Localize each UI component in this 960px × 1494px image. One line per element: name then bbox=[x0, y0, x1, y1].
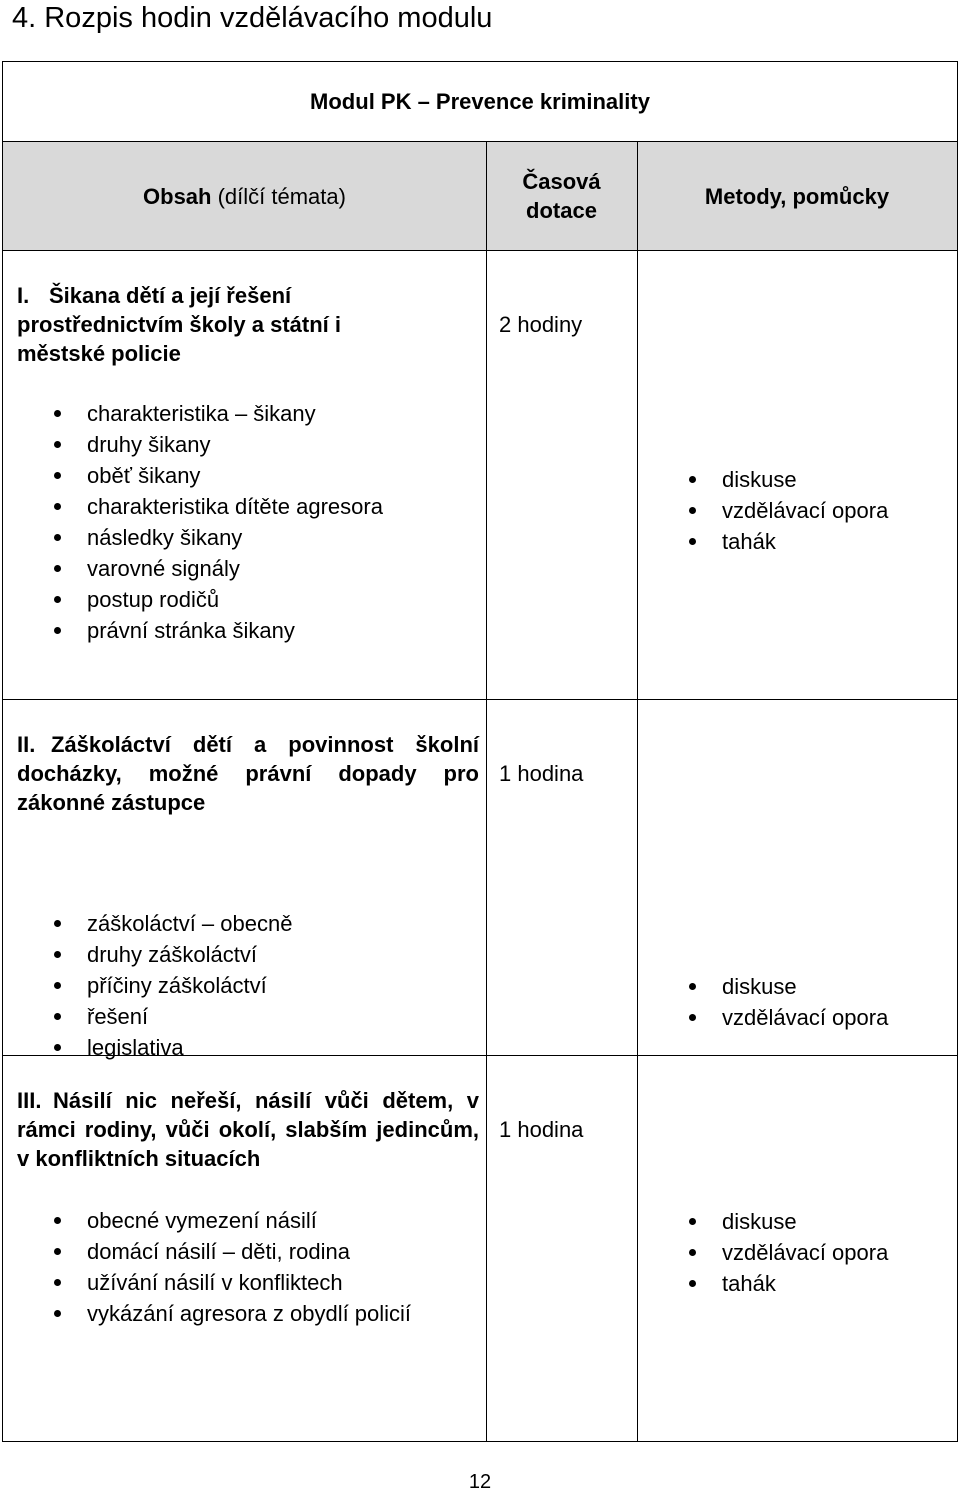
list-item: charakteristika dítěte agresora bbox=[54, 491, 383, 522]
list-item: příčiny záškoláctví bbox=[54, 970, 292, 1001]
schedule-table bbox=[2, 61, 958, 1442]
list-item: druhy šikany bbox=[54, 429, 383, 460]
topic-list bbox=[54, 908, 292, 1063]
header-content-rest: (dílčí témata) bbox=[211, 183, 346, 209]
methods-list bbox=[689, 1206, 888, 1299]
list-item: vykázání agresora z obydlí policií bbox=[54, 1298, 411, 1329]
topic-list bbox=[54, 398, 383, 646]
list-item: diskuse bbox=[689, 464, 888, 495]
list-item: tahák bbox=[689, 526, 888, 557]
section-row-2 bbox=[3, 700, 957, 1060]
topic-list bbox=[54, 1205, 411, 1329]
section-title bbox=[17, 730, 479, 817]
list-item: legislativa bbox=[54, 1032, 292, 1063]
list-item: právní stránka šikany bbox=[54, 615, 383, 646]
section-number: III. bbox=[17, 1088, 42, 1113]
section-hours: 1 hodina bbox=[499, 1117, 584, 1142]
page-number: 12 bbox=[468, 1471, 492, 1493]
list-item: oběť šikany bbox=[54, 460, 383, 491]
section-title-text: Šikana dětí a její řešení prostřednictvím školy a státní i městské policie bbox=[17, 283, 341, 366]
section-title-text: Násilí nic neřeší, násilí vůči dětem, v rámci rodiny, vůči okolí, slabším jedincům, v konfliktních situacích bbox=[17, 1088, 479, 1171]
header-content bbox=[3, 142, 486, 250]
list-item: vzdělávací opora bbox=[689, 1002, 888, 1033]
list-item: záškoláctví – obecně bbox=[54, 908, 292, 939]
list-item: postup rodičů bbox=[54, 584, 383, 615]
header-time-line1: Časová bbox=[522, 169, 601, 194]
list-item: užívání násilí v konfliktech bbox=[54, 1267, 411, 1298]
list-item: vzdělávací opora bbox=[689, 1237, 888, 1268]
table-header-row bbox=[3, 142, 957, 250]
list-item: následky šikany bbox=[54, 522, 383, 553]
list-item: obecné vymezení násilí bbox=[54, 1205, 411, 1236]
list-item: vzdělávací opora bbox=[689, 495, 888, 526]
header-methods-label: Metody, pomůcky bbox=[704, 183, 890, 209]
section-title bbox=[17, 281, 427, 368]
section-row-1 bbox=[3, 251, 957, 700]
header-time bbox=[486, 142, 637, 250]
section-title bbox=[17, 1086, 479, 1173]
module-title: Modul PK – Prevence kriminality bbox=[310, 89, 650, 114]
section-row-3 bbox=[3, 1056, 957, 1442]
document-heading: 4. Rozpis hodin vzdělávacího modulu bbox=[12, 2, 493, 34]
list-item: diskuse bbox=[689, 971, 888, 1002]
list-item: domácí násilí – děti, rodina bbox=[54, 1236, 411, 1267]
section-title-text: Záškoláctví dětí a povinnost školní docházky, možné právní dopady pro zákonné zástupce bbox=[17, 732, 479, 815]
list-item: diskuse bbox=[689, 1206, 888, 1237]
header-methods bbox=[637, 142, 957, 250]
section-hours: 2 hodiny bbox=[499, 312, 583, 337]
section-hours: 1 hodina bbox=[499, 761, 584, 786]
list-item: varovné signály bbox=[54, 553, 383, 584]
header-time-line2: dotace bbox=[526, 198, 597, 223]
header-content-bold: Obsah bbox=[143, 183, 212, 209]
section-number: I. bbox=[17, 283, 30, 308]
methods-list bbox=[689, 971, 888, 1033]
methods-list bbox=[689, 464, 888, 557]
list-item: tahák bbox=[689, 1268, 888, 1299]
list-item: řešení bbox=[54, 1001, 292, 1032]
list-item: charakteristika – šikany bbox=[54, 398, 383, 429]
list-item: druhy záškoláctví bbox=[54, 939, 292, 970]
section-number: II. bbox=[17, 732, 36, 757]
